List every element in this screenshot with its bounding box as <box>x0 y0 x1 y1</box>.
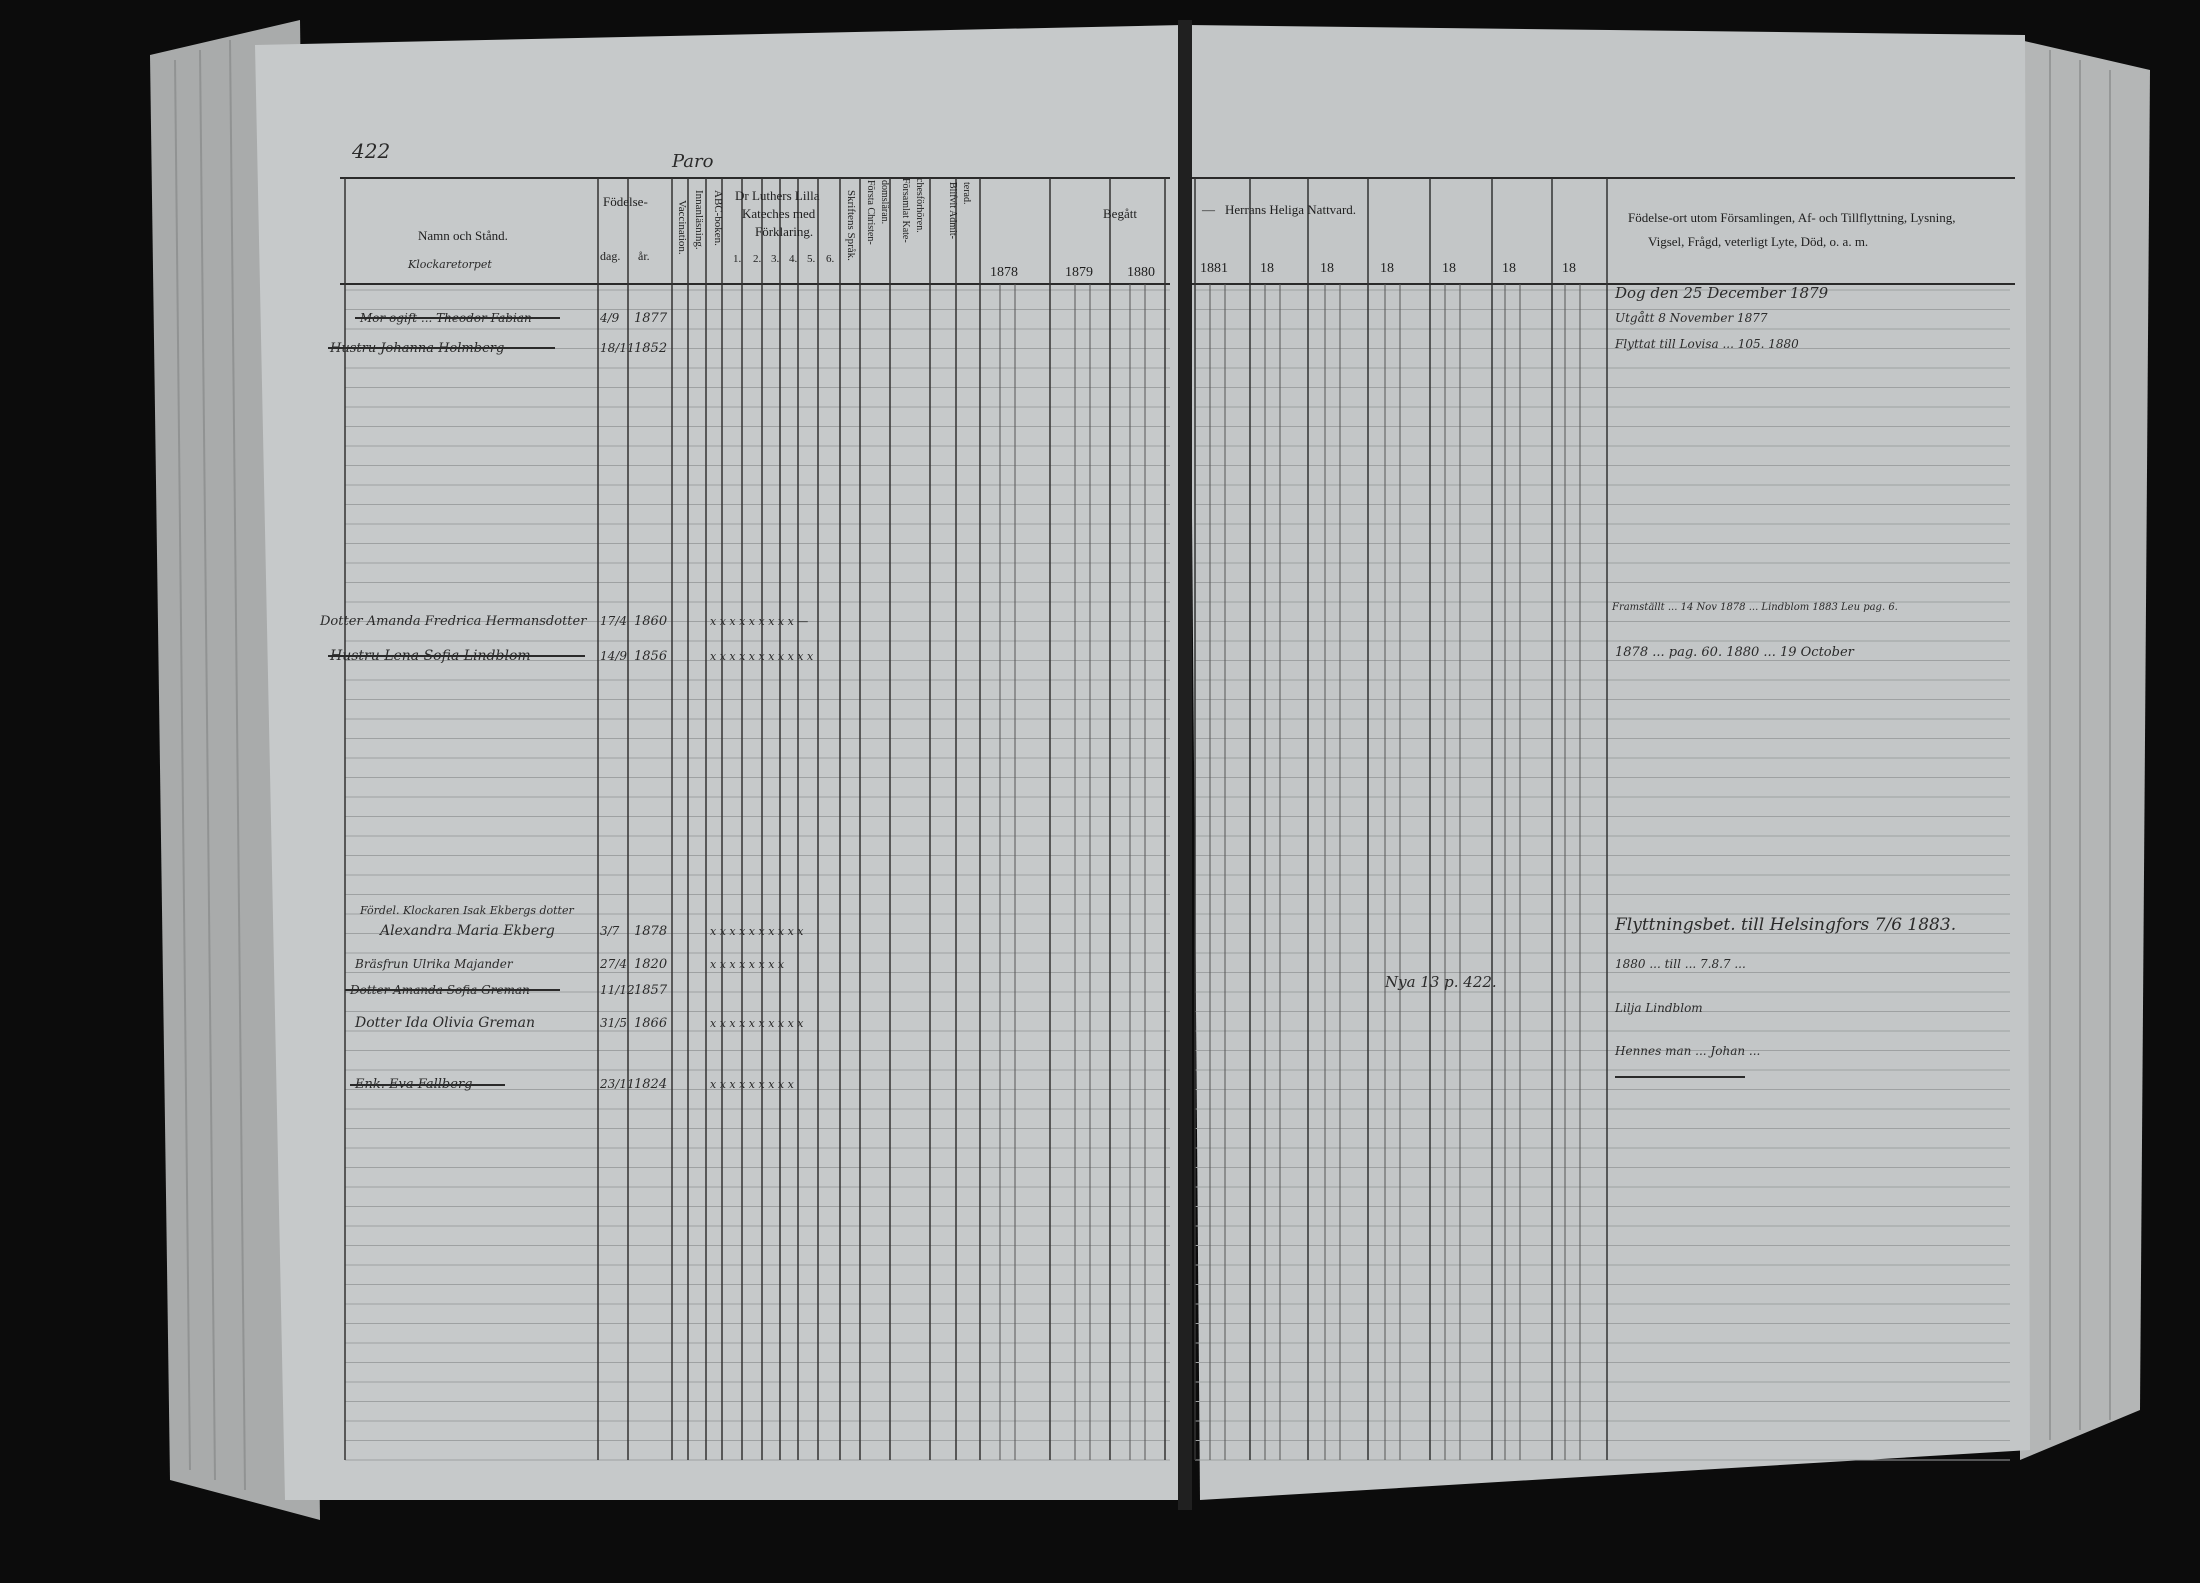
begatt-label: Begått <box>1103 206 1137 221</box>
entry-year: 1856 <box>634 649 668 664</box>
entry-marks: x x x x x x x x x — <box>710 615 809 628</box>
col-birth-header: Födelse- <box>603 194 648 209</box>
entry-day: 14/9 <box>600 649 627 663</box>
entry-year: 1860 <box>634 614 668 629</box>
parish-mark: Paro <box>672 151 714 172</box>
col-abc-header: ABC-boken. <box>712 190 724 246</box>
book-gutter <box>1178 20 1192 1510</box>
entry-marks: x x x x x x x x <box>710 958 785 971</box>
entry-row <box>1614 337 1799 351</box>
entry-marks: x x x x x x x x x x x <box>710 650 814 663</box>
entry-remark: Framställt ... 14 Nov 1878 ... Lindblom 1883 Leu pag. 6. <box>1612 602 1898 613</box>
entry-name: Dotter Ida Olivia Greman <box>355 1015 536 1031</box>
right-page <box>1188 25 2030 1500</box>
page-number: 422 <box>352 139 391 163</box>
entry-day: 4/9 <box>600 311 620 325</box>
entry-day: 3/7 <box>600 924 620 938</box>
entry-day: 23/11 <box>600 1077 635 1091</box>
col-forsta-line1: Första Christen- <box>865 180 876 245</box>
entry-day: 17/4 <box>600 614 627 628</box>
col-forsta-line2: domsläran. <box>879 180 890 225</box>
entry-marks: x x x x x x x x x <box>710 1078 794 1091</box>
katekes-num-2: 2. <box>753 253 762 265</box>
col-katekes-line3: Förklaring. <box>755 224 814 239</box>
entry-name: Fördel. Klockaren Isak Ekbergs dotter <box>360 904 574 917</box>
year-1878: 1878 <box>990 265 1018 280</box>
entry-marks: x x x x x x x x x x <box>710 1017 804 1030</box>
col-forsamlat-line1: Församlat Kate- <box>900 178 911 243</box>
entry-remark: Flyttat till Lovisa ... 105. 1880 <box>1615 337 1799 351</box>
col-forsamlat-line2: chesförhören. <box>914 178 925 233</box>
katekes-num-5: 5. <box>807 253 816 265</box>
entry-remark: Nya 13 p. 422. <box>1385 973 1497 991</box>
entry-remark: Utgått 8 November 1877 <box>1615 311 1768 325</box>
col-katekes-line1: Dr Luthers Lilla <box>735 188 820 203</box>
remarks-header-line2: Vigsel, Frågd, veterligt Lyte, Död, o. a. m. <box>1648 234 1869 249</box>
katekes-num-1: 1. <box>733 253 742 265</box>
remarks-header-line1: Födelse-ort utom Församlingen, Af- och Tillflyttning, Lysning, <box>1628 210 1956 225</box>
entry-name: Alexandra Maria Ekberg <box>380 923 555 939</box>
katekes-num-3: 3. <box>771 253 780 265</box>
entry-name: Dotter Amanda Sofia Greman <box>350 983 530 997</box>
year-18-d: 18 <box>1442 261 1456 276</box>
entry-remark: 1878 ... pag. 60. 1880 ... 19 October <box>1615 645 1854 660</box>
col-blifvit-line2: terad. <box>961 182 972 205</box>
entry-name: Dotter Amanda Fredrica Hermansdotter <box>320 614 587 629</box>
col-blifvit-line1: Blifvit Admit- <box>947 182 958 239</box>
entry-remark: Flyttningsbet. till Helsingfors 7/6 1883. <box>1615 915 1957 935</box>
right-page-edge <box>2020 40 2150 1460</box>
year-18-a: 18 <box>1260 261 1274 276</box>
entry-day: 27/4 <box>600 957 627 971</box>
entry-name: Mor ogift ... Theodor Fabian <box>360 311 532 325</box>
entry-year: 1878 <box>634 924 668 939</box>
year-18-b: 18 <box>1320 261 1334 276</box>
entry-name: Enk. Eva Fallberg <box>355 1077 473 1092</box>
entry-name: Hustru Johanna Holmberg <box>330 341 505 356</box>
section-label: Klockaretorpet <box>408 258 492 271</box>
left-page <box>255 25 1182 1500</box>
entry-day: 31/5 <box>600 1016 627 1030</box>
entry-name: Bräsfrun Ulrika Majander <box>355 957 513 971</box>
year-18-f: 18 <box>1562 261 1576 276</box>
entry-remark: Dog den 25 December 1879 <box>1615 284 1829 302</box>
col-day-header: dag. <box>600 249 621 263</box>
entry-remark: Lilja Lindblom <box>1615 1001 1703 1015</box>
entry-remark: Hennes man ... Johan ... <box>1615 1044 1761 1058</box>
entry-day: 18/11 <box>600 341 635 355</box>
year-1880: 1880 <box>1127 265 1155 280</box>
year-1879: 1879 <box>1065 265 1093 280</box>
col-katekes-line2: Kateches med <box>742 206 816 221</box>
katekes-num-6: 6. <box>826 253 835 265</box>
entry-marks: x x x x x x x x x x <box>710 925 804 938</box>
katekes-num-4: 4. <box>789 253 798 265</box>
col-innanlasning-header: Innanläsning. <box>693 190 705 250</box>
col-vaccination-header: Vaccination. <box>676 200 688 255</box>
col-skriftens-header: Skriftens Språk. <box>845 190 857 261</box>
dash-label: — <box>1202 202 1215 217</box>
entry-year: 1820 <box>634 957 668 972</box>
year-1881: 1881 <box>1200 261 1228 276</box>
entry-day: 11/12 <box>600 983 635 997</box>
entry-name: Hustru Lena Sofia Lindblom <box>330 648 531 664</box>
col-year-header: år. <box>638 249 650 263</box>
entry-year: 1877 <box>634 311 668 326</box>
entry-row <box>359 904 574 917</box>
col-name-header: Namn och Stånd. <box>418 228 508 243</box>
year-18-c: 18 <box>1380 261 1394 276</box>
entry-year: 1866 <box>634 1016 668 1031</box>
year-18-e: 18 <box>1502 261 1516 276</box>
entry-year: 1852 <box>634 341 668 356</box>
entry-year: 1857 <box>634 983 668 998</box>
nattvard-label: Herrans Heliga Nattvard. <box>1225 202 1357 217</box>
entry-remark: 1880 ... till ... 7.8.7 ... <box>1615 957 1746 971</box>
entry-year: 1824 <box>634 1077 668 1092</box>
